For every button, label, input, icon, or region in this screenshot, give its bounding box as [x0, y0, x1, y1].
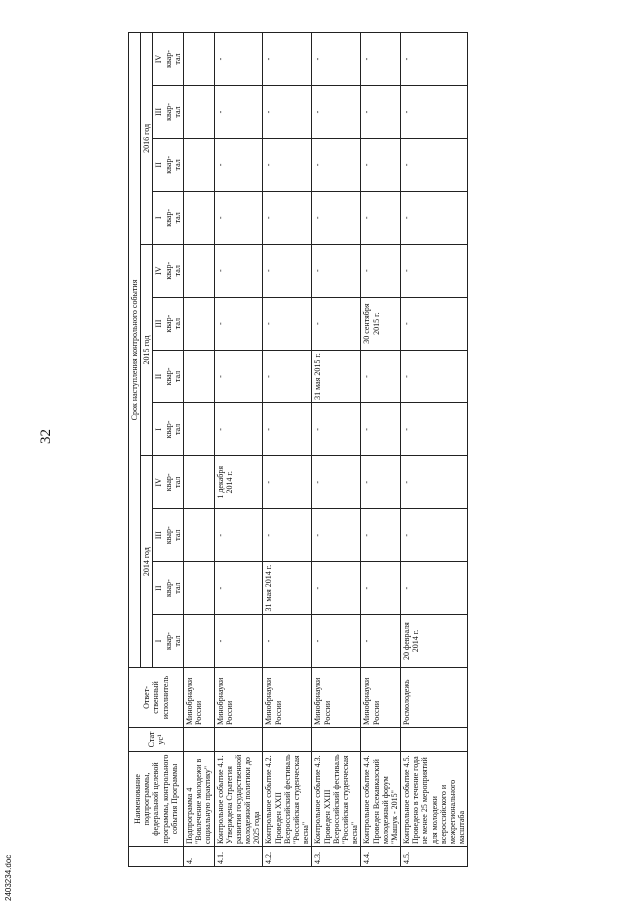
quarter-cell: 31 мая 2014 г.: [263, 562, 312, 615]
quarter-cell: -: [214, 138, 263, 191]
rotated-table-container: [128, 32, 568, 867]
quarter-cell: -: [214, 403, 263, 456]
quarter-cell: -: [312, 562, 361, 615]
quarter-cell: -: [361, 562, 401, 615]
quarter-cell: -: [312, 244, 361, 297]
quarter-cell: [183, 244, 214, 297]
header-deadline: Срок наступления контрольного события: [129, 33, 141, 668]
row-number: 4.1.: [214, 847, 263, 867]
quarter-cell: -: [361, 403, 401, 456]
quarter-cell: [183, 509, 214, 562]
quarter-cell: -: [401, 403, 468, 456]
header-quarter: II квар- тал: [153, 350, 184, 403]
quarter-cell: [183, 191, 214, 244]
quarter-cell: -: [361, 33, 401, 86]
quarter-cell: -: [214, 244, 263, 297]
quarter-cell: -: [361, 509, 401, 562]
quarter-cell: -: [263, 403, 312, 456]
quarter-cell: -: [214, 33, 263, 86]
quarter-cell: -: [263, 138, 312, 191]
header-quarter: II квар- тал: [153, 138, 184, 191]
header-quarter: IV квар- тал: [153, 33, 184, 86]
quarter-cell: 30 сентября 2015 г.: [361, 297, 401, 350]
quarter-cell: [183, 403, 214, 456]
quarter-cell: -: [312, 509, 361, 562]
row-number: 4.: [183, 847, 214, 867]
header-year: 2016 год: [141, 33, 153, 245]
row-status: [312, 728, 361, 752]
table-row: [183, 33, 214, 867]
quarter-cell: -: [401, 350, 468, 403]
header-executor: Ответ-ственный исполнитель: [129, 668, 184, 728]
quarter-cell: -: [263, 509, 312, 562]
quarter-cell: -: [312, 86, 361, 139]
quarter-cell: -: [361, 456, 401, 509]
quarter-cell: -: [263, 86, 312, 139]
quarter-cell: [183, 33, 214, 86]
header-quarter: IV квар- тал: [153, 244, 184, 297]
row-name: Подпрограмма 4 "Вовлечение молодежи в социальную практику": [183, 752, 214, 847]
quarter-cell: -: [214, 509, 263, 562]
table-row: [361, 33, 401, 867]
quarter-cell: 1 декабря 2014 г.: [214, 456, 263, 509]
quarter-cell: -: [312, 403, 361, 456]
header-num: [129, 847, 184, 867]
header-quarter: III квар- тал: [153, 86, 184, 139]
quarter-cell: -: [214, 86, 263, 139]
quarter-cell: -: [361, 86, 401, 139]
row-status: [183, 728, 214, 752]
quarter-cell: -: [263, 33, 312, 86]
row-name: Контрольное событие 4.5. Проведено в течение года не менее 25 мероприятий для молодежи всероссийского и межрегионального масштаба: [401, 752, 468, 847]
row-status: [214, 728, 263, 752]
quarter-cell: -: [312, 33, 361, 86]
table-row: [263, 33, 312, 867]
quarter-cell: -: [263, 297, 312, 350]
row-status: [401, 728, 468, 752]
header-quarter: I квар- тал: [153, 615, 184, 668]
header-quarter: III квар- тал: [153, 297, 184, 350]
table-row: [312, 33, 361, 867]
row-executor: Минобрнауки России: [361, 668, 401, 728]
quarter-cell: -: [401, 562, 468, 615]
quarter-cell: -: [401, 297, 468, 350]
table-row: [401, 33, 468, 867]
quarter-cell: [183, 297, 214, 350]
quarter-cell: -: [401, 509, 468, 562]
quarter-cell: 20 февраля 2014 г.: [401, 615, 468, 668]
quarter-cell: -: [361, 191, 401, 244]
row-number: 4.5.: [401, 847, 468, 867]
quarter-cell: -: [263, 191, 312, 244]
quarter-cell: [183, 86, 214, 139]
row-executor: Минобрнауки России: [214, 668, 263, 728]
quarter-cell: -: [214, 350, 263, 403]
quarter-cell: -: [401, 86, 468, 139]
header-year: 2015 год: [141, 244, 153, 456]
quarter-cell: [183, 350, 214, 403]
quarter-cell: -: [312, 297, 361, 350]
header-quarter: III квар- тал: [153, 509, 184, 562]
quarter-cell: -: [263, 350, 312, 403]
quarter-cell: [183, 562, 214, 615]
row-executor: Минобрнауки России: [263, 668, 312, 728]
row-executor: Росмолодежь: [401, 668, 468, 728]
header-status: Статус¹: [129, 728, 184, 752]
header-quarter: IV квар- тал: [153, 456, 184, 509]
quarter-cell: -: [214, 191, 263, 244]
quarter-cell: -: [401, 244, 468, 297]
quarter-cell: 31 мая 2015 г.: [312, 350, 361, 403]
quarter-cell: [183, 615, 214, 668]
row-number: 4.2.: [263, 847, 312, 867]
quarter-cell: [183, 456, 214, 509]
quarter-cell: -: [214, 297, 263, 350]
quarter-cell: -: [401, 138, 468, 191]
quarter-cell: -: [263, 615, 312, 668]
quarter-cell: -: [263, 244, 312, 297]
row-name: Контрольное событие 4.4. Проведен Всекавказский молодежный форум "Машук - 2015": [361, 752, 401, 847]
quarter-cell: -: [312, 191, 361, 244]
quarter-cell: -: [312, 615, 361, 668]
quarter-cell: -: [214, 562, 263, 615]
row-name: Контрольное событие 4.1. Утверждена Стратегия развития государственной молодежной политики до 2025 года: [214, 752, 263, 847]
page-number: 32: [38, 429, 54, 444]
quarter-cell: -: [401, 456, 468, 509]
header-quarter: I квар- тал: [153, 403, 184, 456]
header-year: 2014 год: [141, 456, 153, 668]
row-name: Контрольное событие 4.2. Проведен XXII Всероссийский фестиваль "Российская студенческая весна": [263, 752, 312, 847]
row-number: 4.4.: [361, 847, 401, 867]
control-events-table: [128, 32, 468, 867]
row-status: [361, 728, 401, 752]
quarter-cell: -: [361, 244, 401, 297]
quarter-cell: -: [361, 138, 401, 191]
header-quarter: I квар- тал: [153, 191, 184, 244]
row-executor: Минобрнауки России: [183, 668, 214, 728]
row-status: [263, 728, 312, 752]
footer-filename: 2403234.doc: [4, 854, 13, 901]
quarter-cell: -: [214, 615, 263, 668]
row-name: Контрольное событие 4.3. Проведен XXIII Всероссийский фестиваль "Российская студенческая весна": [312, 752, 361, 847]
header-quarter: II квар- тал: [153, 562, 184, 615]
quarter-cell: -: [263, 456, 312, 509]
quarter-cell: -: [401, 191, 468, 244]
quarter-cell: -: [361, 615, 401, 668]
quarter-cell: -: [401, 33, 468, 86]
quarter-cell: -: [312, 138, 361, 191]
row-executor: Минобрнауки России: [312, 668, 361, 728]
quarter-cell: -: [312, 456, 361, 509]
quarter-cell: [183, 138, 214, 191]
quarter-cell: -: [361, 350, 401, 403]
header-name: Наименование подпрограммы, федеральной целевой программы, контрольного события Программы: [129, 752, 184, 847]
row-number: 4.3.: [312, 847, 361, 867]
table-row: [214, 33, 263, 867]
